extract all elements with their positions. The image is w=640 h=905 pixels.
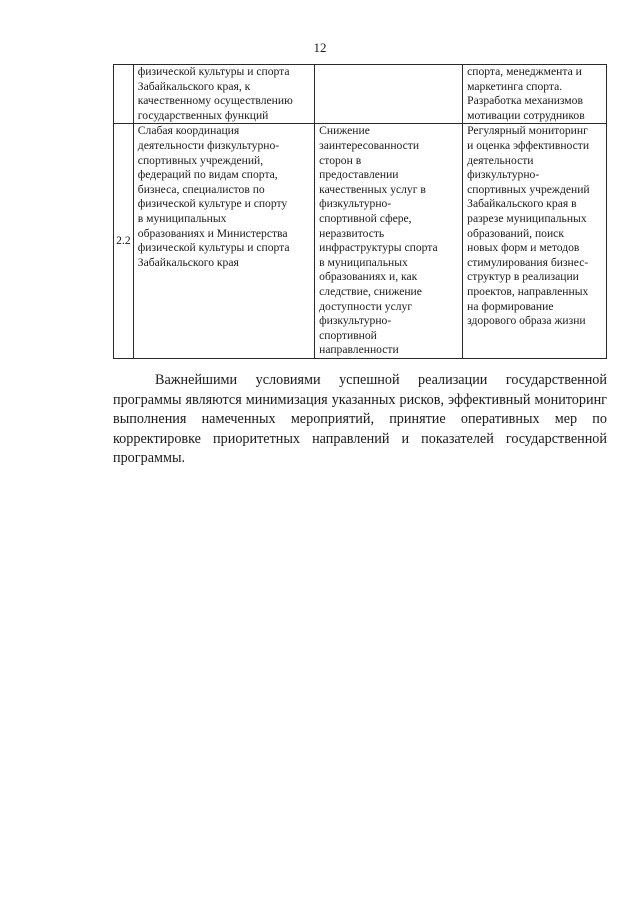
row-number: 2.2 xyxy=(114,124,134,359)
consequence-cell xyxy=(315,65,463,124)
body-paragraph: Важнейшими условиями успешной реализации государственной программы являются минимизация указанных рисков, эффективный мониторинг выполнения намеченных мероприятий, принятие оперативных мер по корректировке приоритетных направлений и показателей государственной программы. xyxy=(113,372,607,467)
consequence-cell: Снижение заинтересованности сторон в предоставлении качественных услуг в физкультурно- спортивной сфере, неразвитость инфраструктуры спорта в муниципальных образованиях и, как следствие, снижение доступности услуг физкультурно- спортивной направленности xyxy=(315,124,463,359)
measures-cell: спорта, менеджмента и маркетинга спорта. Разработка механизмов мотивации сотрудников xyxy=(463,65,607,124)
risk-table xyxy=(113,64,607,359)
risk-cell: Слабая координация деятельности физкультурно- спортивных учреждений, федераций по видам спорта, бизнеса, специалистов по физической культуре и спорту в муниципальных образованиях и Министерства физической культуры и спорта Забайкальского края xyxy=(133,124,314,359)
table-row xyxy=(114,65,607,124)
page-number: 12 xyxy=(313,40,327,55)
table-row xyxy=(114,124,607,359)
risk-cell: физической культуры и спорта Забайкальского края, к качественному осуществлению государственных функций xyxy=(133,65,314,124)
measures-cell: Регулярный мониторинг и оценка эффективности деятельности физкультурно- спортивных учреждений Забайкальского края в разрезе муниципальных образований, поиск новых форм и методов стимулирования бизнес- структур в реализации проектов, направленных на формирование здорового образа жизни xyxy=(463,124,607,359)
row-number xyxy=(114,65,134,124)
